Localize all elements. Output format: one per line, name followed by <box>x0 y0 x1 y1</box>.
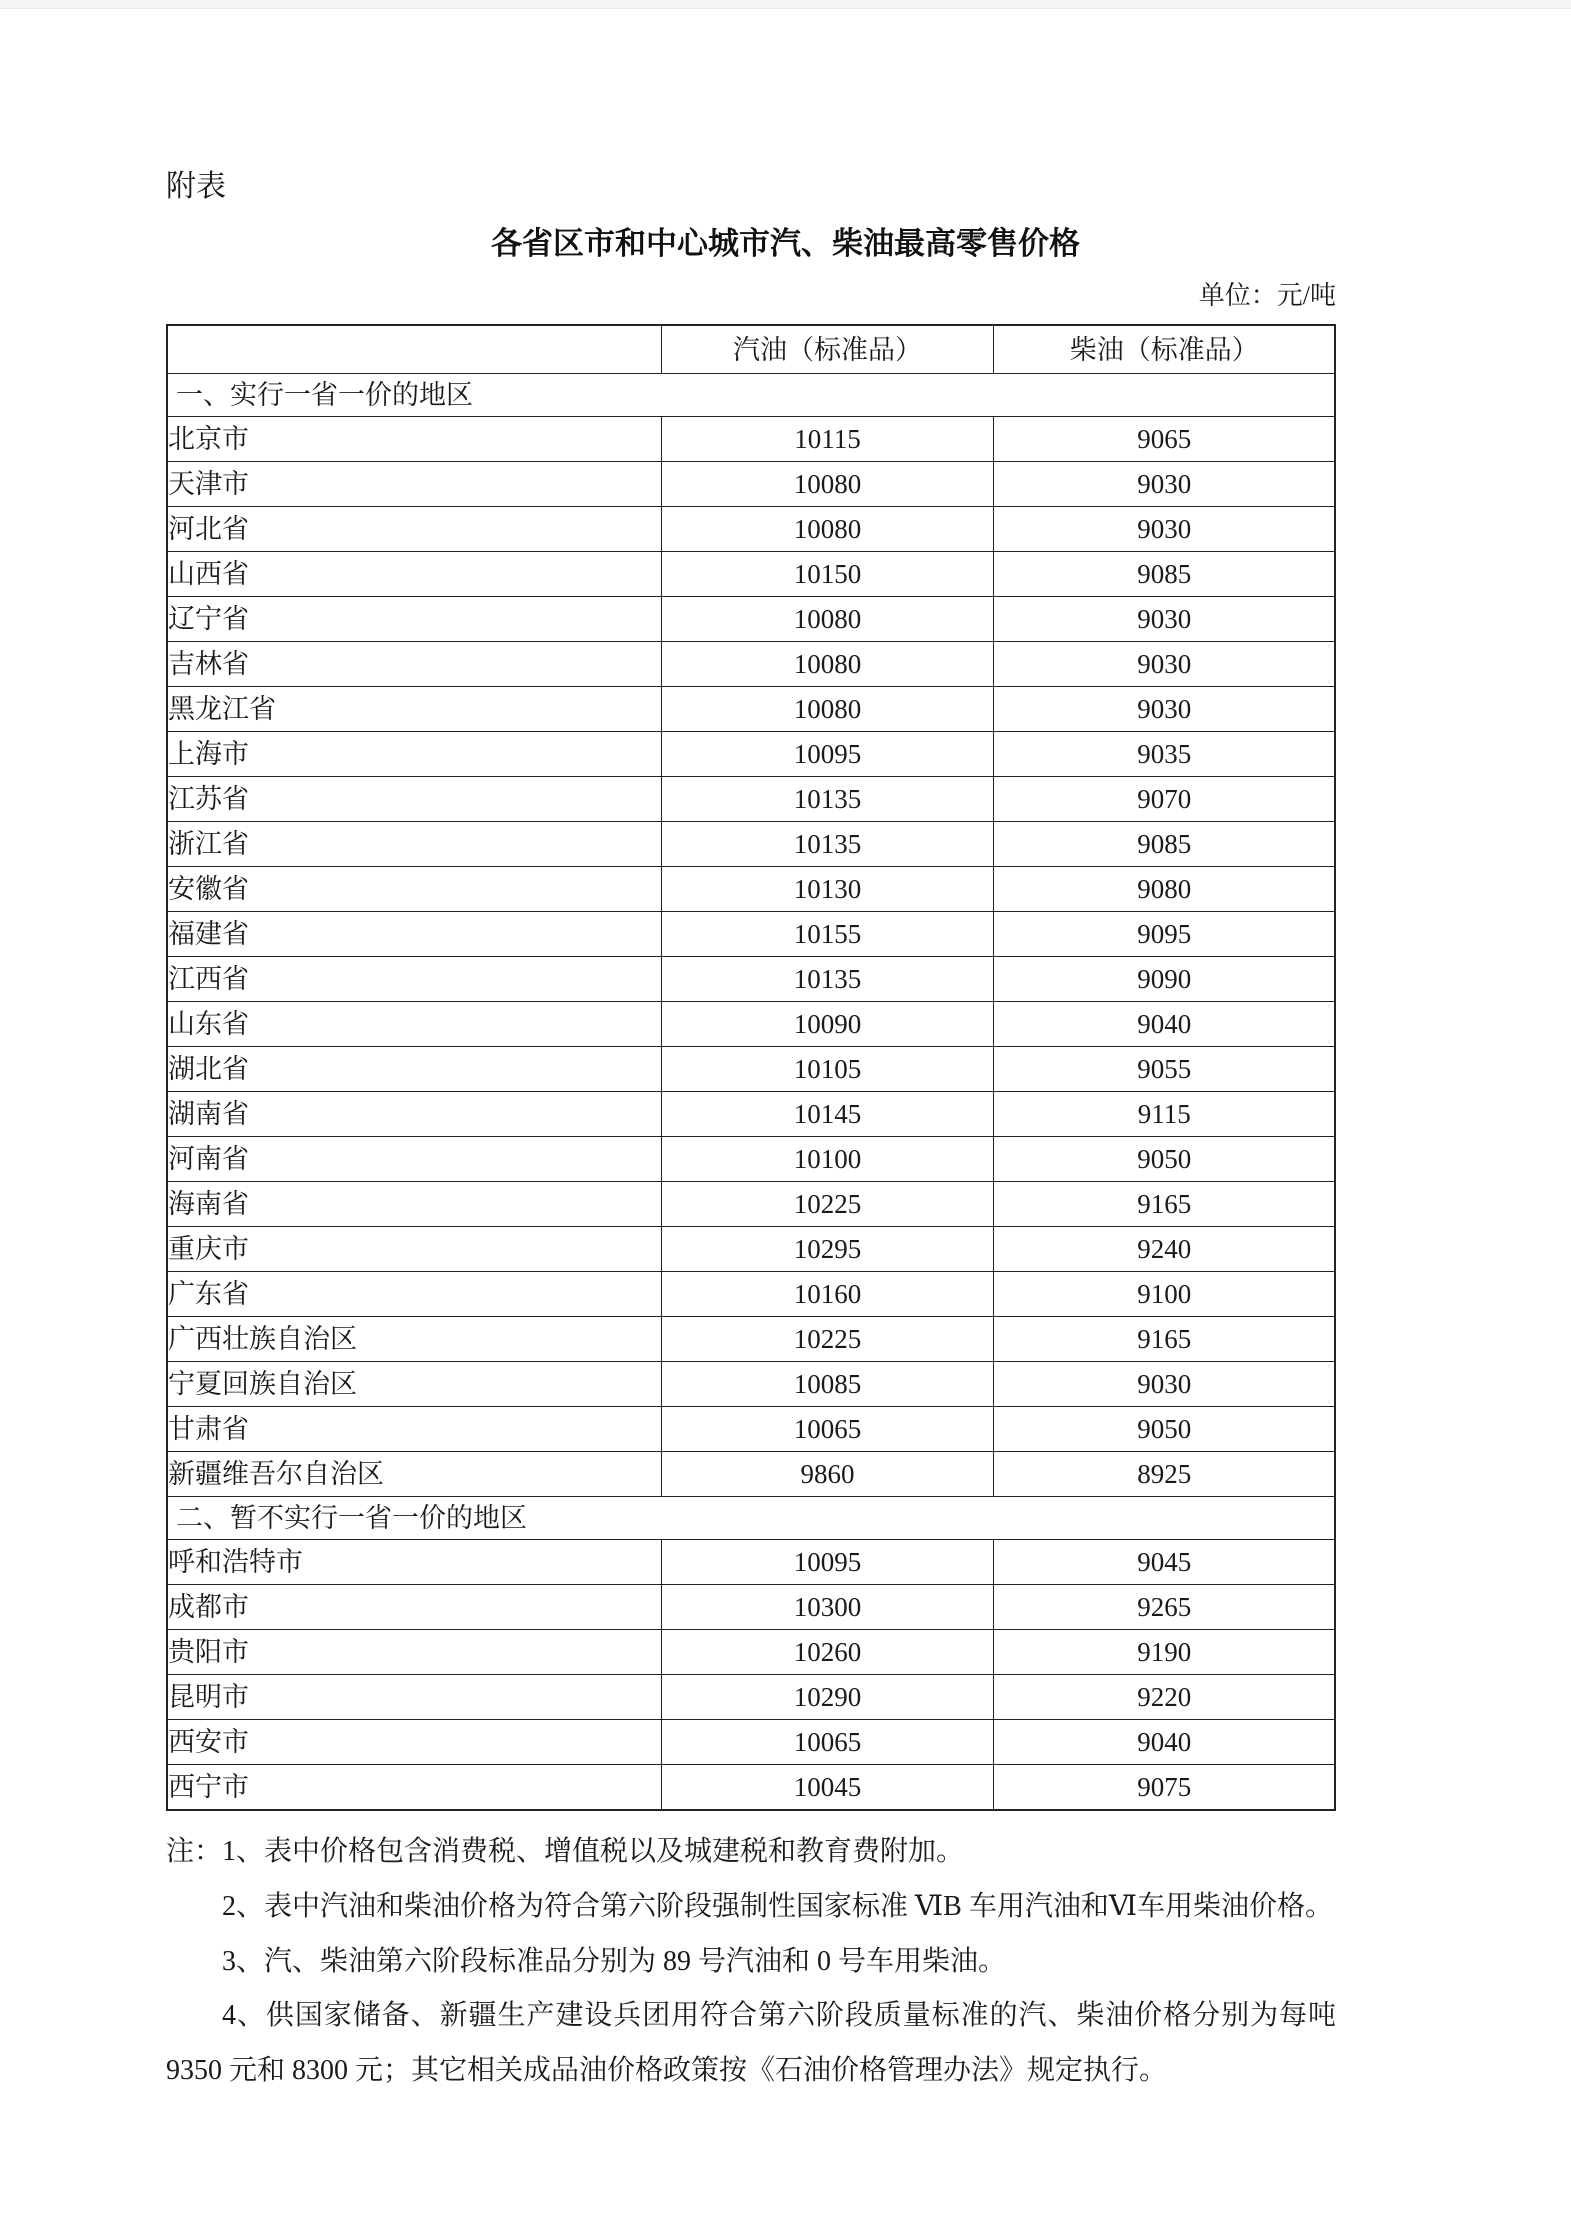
section-header-row <box>167 374 1335 417</box>
diesel-price-cell: 9030 <box>994 642 1335 687</box>
diesel-price-cell: 9115 <box>994 1092 1335 1137</box>
diesel-price-cell: 9030 <box>994 687 1335 732</box>
gasoline-price-cell: 10080 <box>661 687 994 732</box>
section-header-label: 一、实行一省一价的地区 <box>167 374 1335 417</box>
notes-section <box>166 1825 1336 2098</box>
note-item: 3、汽、柴油第六阶段标准品分别为 89 号汽油和 0 号车用柴油。 <box>222 1945 1007 1977</box>
page-title: 各省区市和中心城市汽、柴油最高零售价格 <box>491 226 1080 261</box>
gasoline-price-cell: 10135 <box>661 957 994 1002</box>
col-header-gasoline: 汽油（标准品） <box>661 325 994 374</box>
gasoline-price-cell: 10095 <box>661 732 994 777</box>
table-row <box>167 597 1335 642</box>
gasoline-price-cell: 10115 <box>661 417 994 462</box>
gasoline-price-cell: 10080 <box>661 642 994 687</box>
table-row <box>167 1765 1335 1811</box>
region-cell: 广西壮族自治区 <box>167 1317 661 1362</box>
diesel-price-cell: 9085 <box>994 552 1335 597</box>
table-row <box>167 1630 1335 1675</box>
gasoline-price-cell: 10260 <box>661 1630 994 1675</box>
region-cell: 辽宁省 <box>167 597 661 642</box>
region-cell: 西宁市 <box>167 1765 661 1811</box>
region-cell: 北京市 <box>167 417 661 462</box>
region-cell: 湖南省 <box>167 1092 661 1137</box>
region-cell: 河北省 <box>167 507 661 552</box>
table-row <box>167 1182 1335 1227</box>
region-cell: 成都市 <box>167 1585 661 1630</box>
region-cell: 山西省 <box>167 552 661 597</box>
gasoline-price-cell: 10225 <box>661 1182 994 1227</box>
gasoline-price-cell: 10085 <box>661 1362 994 1407</box>
table-row <box>167 552 1335 597</box>
diesel-price-cell: 9030 <box>994 1362 1335 1407</box>
gasoline-price-cell: 10130 <box>661 867 994 912</box>
diesel-price-cell: 9075 <box>994 1765 1335 1811</box>
fuel-price-table <box>166 324 1336 1811</box>
gasoline-price-cell: 9860 <box>661 1452 994 1497</box>
gasoline-price-cell: 10290 <box>661 1675 994 1720</box>
table-row <box>167 777 1335 822</box>
note-item: 注：1、表中价格包含消费税、增值税以及城建税和教育费附加。 <box>166 1836 965 1868</box>
region-cell: 新疆维吾尔自治区 <box>167 1452 661 1497</box>
diesel-price-cell: 9095 <box>994 912 1335 957</box>
region-cell: 昆明市 <box>167 1675 661 1720</box>
table-row <box>167 1407 1335 1452</box>
gasoline-price-cell: 10135 <box>661 777 994 822</box>
region-cell: 黑龙江省 <box>167 687 661 732</box>
col-header-region <box>167 325 661 374</box>
diesel-price-cell: 9090 <box>994 957 1335 1002</box>
col-header-diesel: 柴油（标准品） <box>994 325 1335 374</box>
region-cell: 安徽省 <box>167 867 661 912</box>
diesel-price-cell: 9085 <box>994 822 1335 867</box>
region-cell: 浙江省 <box>167 822 661 867</box>
table-row <box>167 957 1335 1002</box>
gasoline-price-cell: 10065 <box>661 1407 994 1452</box>
table-row <box>167 1272 1335 1317</box>
region-cell: 海南省 <box>167 1182 661 1227</box>
gasoline-price-cell: 10300 <box>661 1585 994 1630</box>
table-row <box>167 822 1335 867</box>
gasoline-price-cell: 10145 <box>661 1092 994 1137</box>
table-row <box>167 1675 1335 1720</box>
table-row <box>167 1092 1335 1137</box>
diesel-price-cell: 9070 <box>994 777 1335 822</box>
gasoline-price-cell: 10090 <box>661 1002 994 1047</box>
gasoline-price-cell: 10150 <box>661 552 994 597</box>
region-cell: 福建省 <box>167 912 661 957</box>
table-row <box>167 1585 1335 1630</box>
region-cell: 山东省 <box>167 1002 661 1047</box>
gasoline-price-cell: 10080 <box>661 597 994 642</box>
region-cell: 甘肃省 <box>167 1407 661 1452</box>
diesel-price-cell: 9065 <box>994 417 1335 462</box>
region-cell: 江苏省 <box>167 777 661 822</box>
gasoline-price-cell: 10095 <box>661 1540 994 1585</box>
table-row <box>167 1720 1335 1765</box>
table-row <box>167 1002 1335 1047</box>
diesel-price-cell: 9165 <box>994 1182 1335 1227</box>
table-row <box>167 417 1335 462</box>
gasoline-price-cell: 10160 <box>661 1272 994 1317</box>
gasoline-price-cell: 10295 <box>661 1227 994 1272</box>
diesel-price-cell: 9055 <box>994 1047 1335 1092</box>
diesel-price-cell: 9240 <box>994 1227 1335 1272</box>
diesel-price-cell: 9030 <box>994 597 1335 642</box>
gasoline-price-cell: 10065 <box>661 1720 994 1765</box>
region-cell: 广东省 <box>167 1272 661 1317</box>
table-row <box>167 507 1335 552</box>
diesel-price-cell: 9165 <box>994 1317 1335 1362</box>
table-row <box>167 867 1335 912</box>
diesel-price-cell: 9220 <box>994 1675 1335 1720</box>
diesel-price-cell: 9265 <box>994 1585 1335 1630</box>
region-cell: 湖北省 <box>167 1047 661 1092</box>
section-header-row <box>167 1497 1335 1540</box>
diesel-price-cell: 9190 <box>994 1630 1335 1675</box>
table-row <box>167 1540 1335 1585</box>
region-cell: 西安市 <box>167 1720 661 1765</box>
table-row <box>167 1047 1335 1092</box>
table-body <box>167 374 1335 1811</box>
gasoline-price-cell: 10045 <box>661 1765 994 1811</box>
diesel-price-cell: 8925 <box>994 1452 1335 1497</box>
table-row <box>167 462 1335 507</box>
note-item: 2、表中汽油和柴油价格为符合第六阶段强制性国家标准 ⅥB 车用汽油和Ⅵ车用柴油价格。 <box>222 1890 1334 1922</box>
unit-label: 单位：元/吨 <box>1198 281 1336 311</box>
diesel-price-cell: 9040 <box>994 1720 1335 1765</box>
table-row <box>167 1317 1335 1362</box>
region-cell: 重庆市 <box>167 1227 661 1272</box>
table-row <box>167 1227 1335 1272</box>
gasoline-price-cell: 10135 <box>661 822 994 867</box>
gasoline-price-cell: 10155 <box>661 912 994 957</box>
diesel-price-cell: 9040 <box>994 1002 1335 1047</box>
diesel-price-cell: 9100 <box>994 1272 1335 1317</box>
note-item: 4、供国家储备、新疆生产建设兵团用符合第六阶段质量标准的汽、柴油价格分别为每吨 9350 元和 8300 元；其它相关成品油价格政策按《石油价格管理办法》规定执行。 <box>166 2000 1336 2086</box>
diesel-price-cell: 9035 <box>994 732 1335 777</box>
page-top-edge <box>0 0 1571 9</box>
region-cell: 吉林省 <box>167 642 661 687</box>
region-cell: 呼和浩特市 <box>167 1540 661 1585</box>
table-row <box>167 732 1335 777</box>
table-row <box>167 642 1335 687</box>
region-cell: 江西省 <box>167 957 661 1002</box>
table-row <box>167 1362 1335 1407</box>
gasoline-price-cell: 10105 <box>661 1047 994 1092</box>
gasoline-price-cell: 10080 <box>661 462 994 507</box>
region-cell: 宁夏回族自治区 <box>167 1362 661 1407</box>
region-cell: 上海市 <box>167 732 661 777</box>
table-row <box>167 1452 1335 1497</box>
diesel-price-cell: 9080 <box>994 867 1335 912</box>
diesel-price-cell: 9050 <box>994 1407 1335 1452</box>
attachment-label: 附表 <box>166 170 226 203</box>
table-row <box>167 687 1335 732</box>
gasoline-price-cell: 10100 <box>661 1137 994 1182</box>
table-row <box>167 1137 1335 1182</box>
region-cell: 河南省 <box>167 1137 661 1182</box>
diesel-price-cell: 9030 <box>994 462 1335 507</box>
diesel-price-cell: 9050 <box>994 1137 1335 1182</box>
table-header-row <box>167 325 1335 374</box>
table-row <box>167 912 1335 957</box>
gasoline-price-cell: 10225 <box>661 1317 994 1362</box>
diesel-price-cell: 9045 <box>994 1540 1335 1585</box>
section-header-label: 二、暂不实行一省一价的地区 <box>167 1497 1335 1540</box>
gasoline-price-cell: 10080 <box>661 507 994 552</box>
region-cell: 天津市 <box>167 462 661 507</box>
document-content <box>0 9 1571 2098</box>
diesel-price-cell: 9030 <box>994 507 1335 552</box>
region-cell: 贵阳市 <box>167 1630 661 1675</box>
